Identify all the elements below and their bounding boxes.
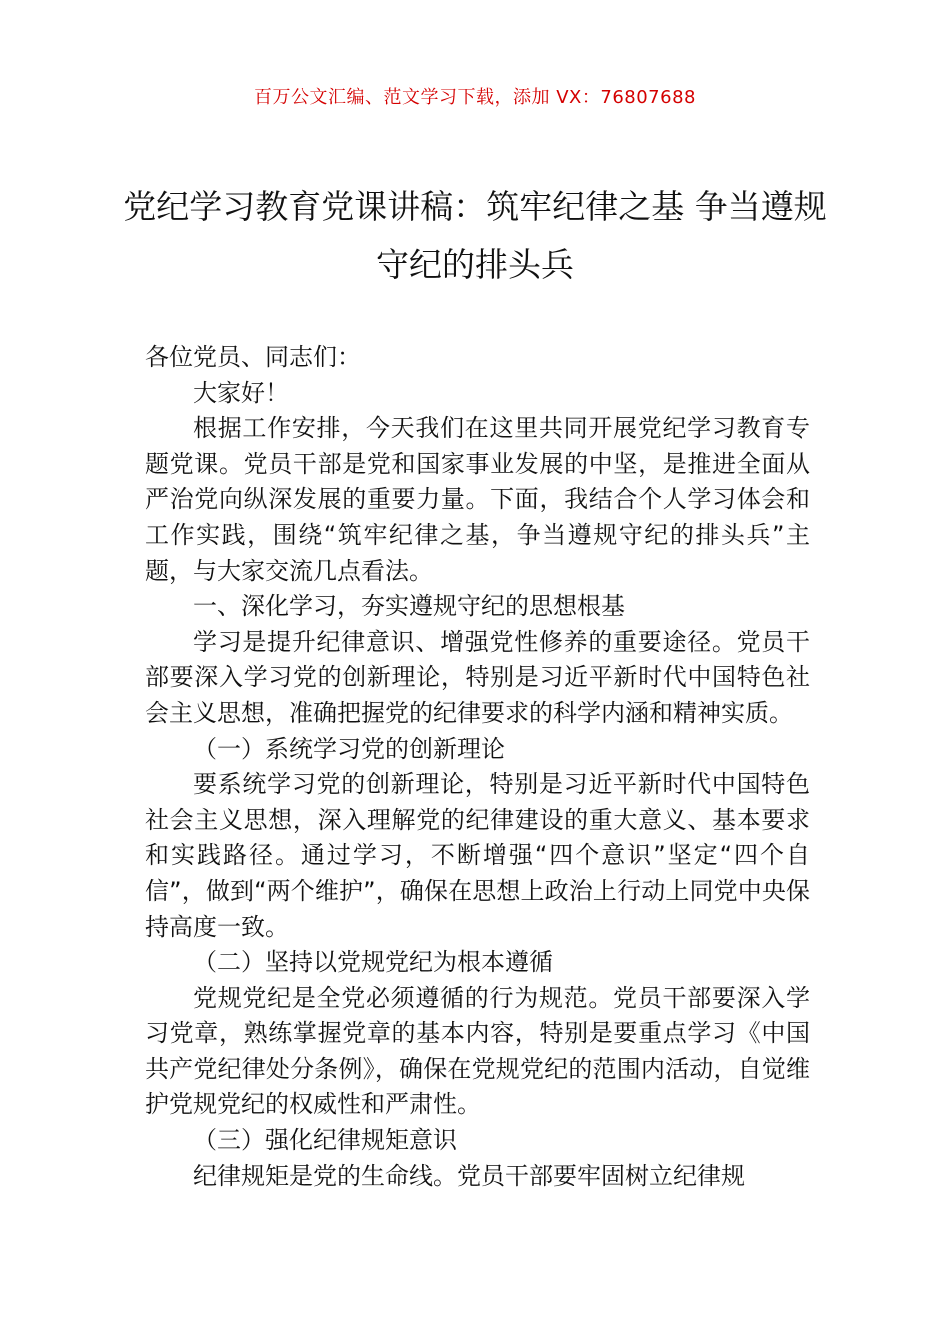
paragraph-subsection-3: 纪律规矩是党的生命线。党员干部要牢固树立纪律规 xyxy=(193,1161,745,1190)
salutation: 各位党员、同志们： xyxy=(145,343,361,371)
subsection-heading-1: （一）系统学习党的创新理论 xyxy=(193,734,505,763)
document-body xyxy=(145,340,810,1194)
subsection-heading-3: （三）强化纪律规矩意识 xyxy=(193,1126,457,1155)
paragraph-subsection-2: 党规党纪是全党必须遵循的行为规范。党员干部要深入学习党章，熟练掌握党章的基本内容，特别是要重点学习《中国共产党纪律处分条例》，确保在党规党纪的范围内活动，自觉维护党规党纪的权威性和严肃性。 xyxy=(145,983,810,1119)
paragraph-subsection-1: 要系统学习党的创新理论，特别是习近平新时代中国特色社会主义思想，深入理解党的纪律建设的重大意义、基本要求和实践路径。通过学习，不断增强“四个意识”坚定“四个自信”，做到“两个维护”，确保在思想上政治上行动上同党中央保持高度一致。 xyxy=(145,770,810,941)
paragraph-section-1: 学习是提升纪律意识、增强党性修养的重要途径。党员干部要深入学习党的创新理论，特别是习近平新时代中国特色社会主义思想，准确把握党的纪律要求的科学内涵和精神实质。 xyxy=(145,627,810,727)
header-watermark-note: 百万公文汇编、范文学习下载，添加 VX：76807688 xyxy=(254,87,696,108)
greeting: 大家好！ xyxy=(193,378,289,407)
subsection-heading-2: （二）坚持以党规党纪为根本遵循 xyxy=(193,948,553,977)
document-title: 党纪学习教育党课讲稿：筑牢纪律之基 争当遵规守纪的排头兵 xyxy=(123,187,827,284)
paragraph-intro: 根据工作安排，今天我们在这里共同开展党纪学习教育专题党课。党员干部是党和国家事业发展的中坚，是推进全面从严治党向纵深发展的重要力量。下面，我结合个人学习体会和工作实践，围绕“筑牢纪律之基，争当遵规守纪的排头兵”主题，与大家交流几点看法。 xyxy=(145,414,810,585)
section-heading-1: 一、深化学习，夯实遵规守纪的思想根基 xyxy=(193,592,625,621)
